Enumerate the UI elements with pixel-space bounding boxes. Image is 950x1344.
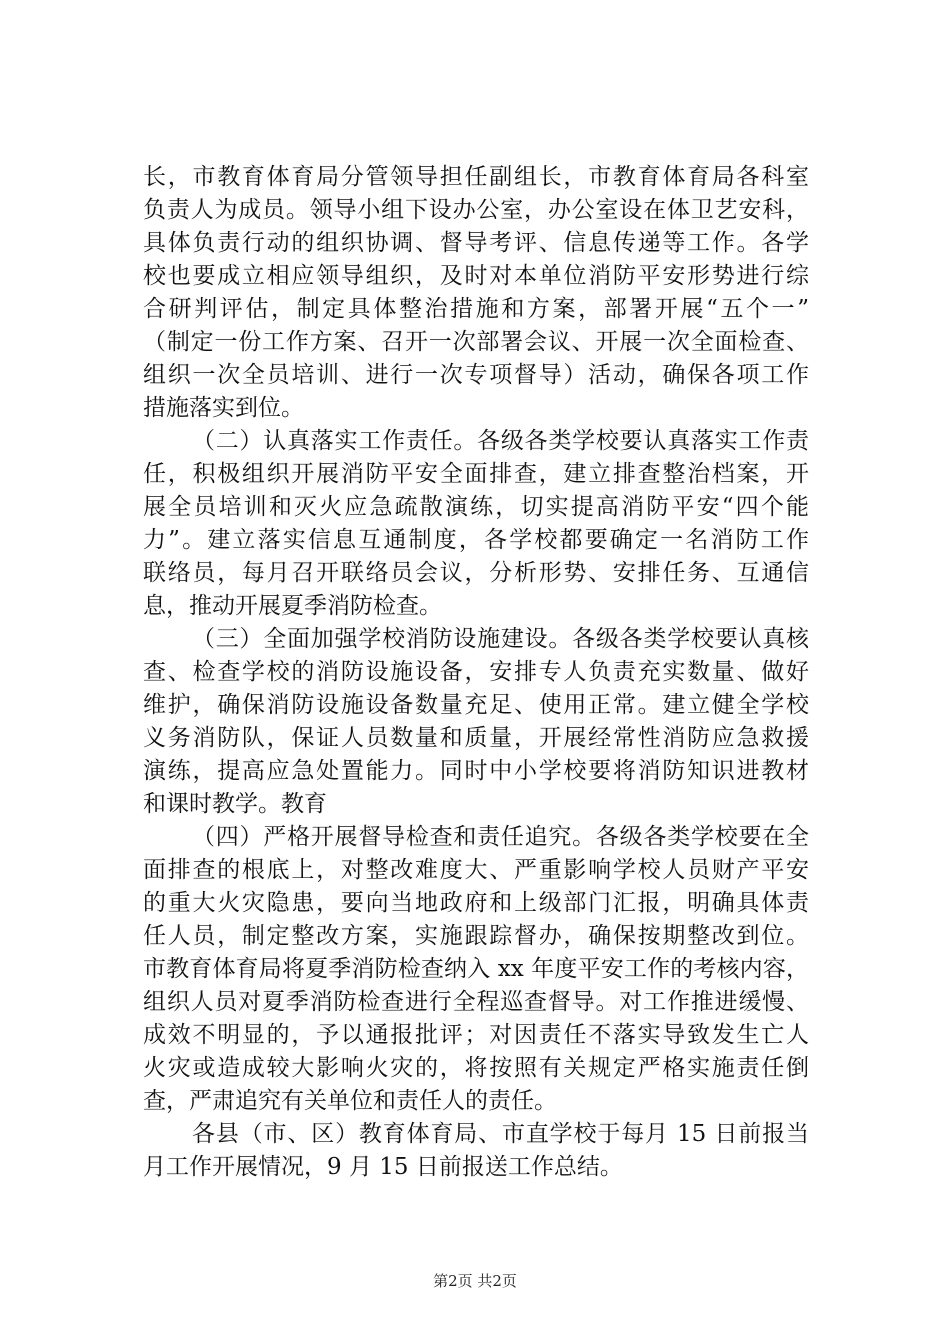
text-line: 和课时教学。教育 [143,791,327,817]
text-line: 组织人员对夏季消防检查进行全程巡查督导。对工作推进缓慢、 [143,989,809,1015]
text-line: 任，积极组织开展消防平安全面排查，建立排查整治档案，开 [143,461,809,487]
text-line: 合研判评估，制定具体整治措施和方案，部署开展“五个一” [143,296,809,322]
paragraph [143,623,809,821]
text-line: 火灾或造成较大影响火灾的，将按照有关规定严格实施责任倒 [143,1055,809,1081]
text-line: （制定一份工作方案、召开一次部署会议、开展一次全面检查、 [143,329,809,355]
document-body [143,161,809,1184]
paragraph [143,1118,809,1184]
text-line: 长，市教育体育局分管领导担任副组长，市教育体育局各科室 [143,164,809,190]
text-line: 负责人为成员。领导小组下设办公室，办公室设在体卫艺安科， [143,197,809,223]
text-line: 的重大火灾隐患，要向当地政府和上级部门汇报，明确具体责 [143,890,809,916]
paragraph [143,821,809,1118]
text-line: （四）严格开展督导检查和责任追究。各级各类学校要在全 [192,824,809,850]
text-line: 组织一次全员培训、进行一次专项督导）活动，确保各项工作 [143,362,809,388]
text-line: 市教育体育局将夏季消防检查纳入 xx 年度平安工作的考核内容， [143,956,809,982]
text-line: 展全员培训和灭火应急疏散演练，切实提高消防平安“四个能 [143,494,809,520]
text-line: 成效不明显的，予以通报批评；对因责任不落实导致发生亡人 [143,1022,809,1048]
text-line: 面排查的根底上，对整改难度大、严重影响学校人员财产平安 [143,857,809,883]
paragraph [143,425,809,623]
text-line: 具体负责行动的组织协调、督导考评、信息传递等工作。各学 [143,230,809,256]
text-line: 维护，确保消防设施设备数量充足、使用正常。建立健全学校 [143,692,809,718]
text-line: 查，严肃追究有关单位和责任人的责任。 [143,1088,557,1114]
text-line: 月工作开展情况，9 月 15 日前报送工作总结。 [143,1154,623,1180]
text-line: 各县（市、区）教育体育局、市直学校于每月 15 日前报当 [192,1121,809,1147]
page-footer: 第2页 共2页 [433,1272,517,1290]
text-line: 任人员，制定整改方案，实施跟踪督办，确保按期整改到位。 [143,923,809,949]
paragraph [143,161,809,425]
text-line: 校也要成立相应领导组织，及时对本单位消防平安形势进行综 [143,263,809,289]
text-line: 义务消防队，保证人员数量和质量，开展经常性消防应急救援 [143,725,809,751]
text-line: （三）全面加强学校消防设施建设。各级各类学校要认真核 [192,626,809,652]
text-line: （二）认真落实工作责任。各级各类学校要认真落实工作责 [192,428,809,454]
text-line: 息，推动开展夏季消防检查。 [143,593,442,619]
text-line: 措施落实到位。 [143,395,304,421]
text-line: 力”。建立落实信息互通制度，各学校都要确定一名消防工作 [143,527,809,553]
text-line: 查、检查学校的消防设施设备，安排专人负责充实数量、做好 [143,659,809,685]
text-line: 演练，提高应急处置能力。同时中小学校要将消防知识进教材 [143,758,809,784]
text-line: 联络员，每月召开联络员会议，分析形势、安排任务、互通信 [143,560,809,586]
